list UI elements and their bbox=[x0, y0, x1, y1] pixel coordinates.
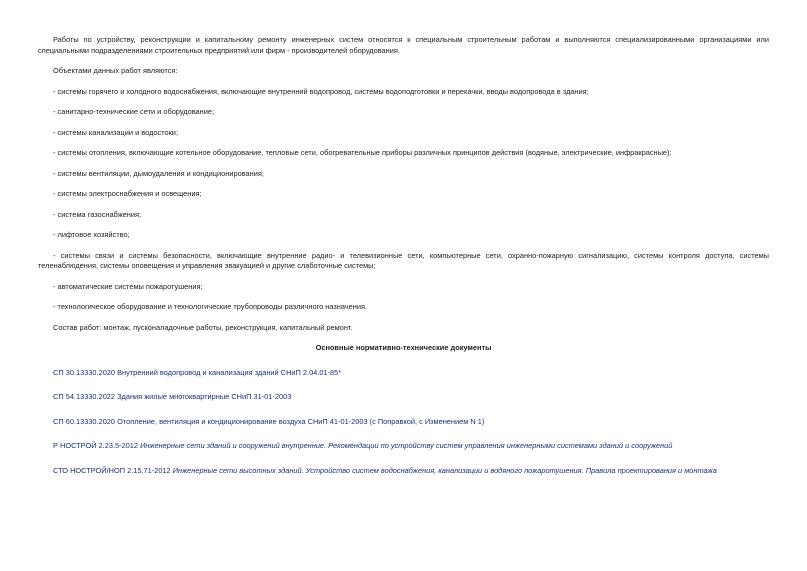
objects-heading: Объектами данных работ являются: bbox=[53, 66, 178, 75]
document-title: Инженерные сети высотных зданий. Устройство систем водоснабжения, канализации и водяного пожаротушения. Правила проектирования и монтажа bbox=[170, 465, 717, 475]
list-item: - технологическое оборудование и технологические трубопроводы различного назначения. bbox=[53, 302, 368, 311]
document-code: СП 60.13330.2020 bbox=[53, 416, 116, 426]
document-link-r-nostroy[interactable] bbox=[38, 441, 769, 452]
document-title: Отопление, вентиляция и кондиционирование воздуха СНиП 41-01-2003 (с Поправкой, с Изменением N 1) bbox=[115, 416, 485, 426]
list-item: - системы горячего и холодного водоснабжения, включающие внутренний водопровод, системы водоподготовки и перекачки, вводы водопровода в здания; bbox=[53, 86, 589, 96]
composition-paragraph: Состав работ: монтаж, пусконаладочные работы, реконструкция, капитальный ремонт. bbox=[53, 322, 353, 332]
documents-list bbox=[38, 368, 769, 477]
document-code: Р НОСТРОЙ 2.23.5-2012 bbox=[53, 441, 139, 450]
objects-list bbox=[38, 87, 769, 313]
list-item: - системы связи и системы безопасности, включающие внутренние радио- и телевизионные сети, компьютерные сети, охранно-пожарную сигнализацию, системы контроля доступа, системы теленаблюдения, системы оповещения и управления эвакуацией и другие слаботочные системы; bbox=[38, 250, 769, 270]
document-title: Внутренний водопровод и канализация зданий СНиП 2.04.01-85* bbox=[115, 367, 342, 377]
document-link-sp-60[interactable] bbox=[38, 417, 769, 428]
document-link-sto-nostroy[interactable] bbox=[38, 466, 769, 477]
list-item: - система газоснабжения; bbox=[53, 209, 142, 219]
intro-paragraph: Работы по устройству, реконструкции и капитальному ремонту инженерных систем относятся к специальным строительным работам и выполняются специализированными организациями или специальными подразделениями строительных предприятий или фирм - производителей оборудования. bbox=[38, 35, 769, 55]
list-item: - санитарно-технические сети и оборудование; bbox=[53, 107, 215, 116]
list-item: - лифтовое хозяйство; bbox=[53, 230, 130, 239]
list-item: - системы электроснабжения и освещения; bbox=[53, 189, 202, 198]
document-code: СП 54.13330.2022 bbox=[53, 392, 116, 401]
list-item: - системы отопления, включающие котельное оборудование, тепловые сети, обогревательные приборы различных принципов действия (водяные, электрические, инфракрасные); bbox=[53, 148, 672, 157]
list-item: - автоматические системы пожаротушения; bbox=[53, 281, 203, 291]
documents-section-title: Основные нормативно-технические документы bbox=[315, 343, 492, 352]
document-title: Инженерные сети зданий и сооружений внутренние. Рекомендации по устройству систем управления инженерными системами зданий и сооружений bbox=[138, 441, 673, 450]
document-link-sp-30[interactable] bbox=[38, 368, 769, 379]
document-code: СТО НОСТРОЙ/НОП 2.15.71-2012 bbox=[53, 465, 171, 475]
list-item: - системы канализации и водостоки; bbox=[53, 127, 178, 137]
document-title: Здания жилые многоквартирные СНиП 31-01-2003 bbox=[115, 392, 292, 401]
document-link-sp-54[interactable] bbox=[38, 392, 769, 403]
document-code: СП 30.13330.2020 bbox=[53, 367, 116, 377]
list-item: - системы вентиляции, дымоудаления и кондиционирования; bbox=[53, 168, 264, 178]
